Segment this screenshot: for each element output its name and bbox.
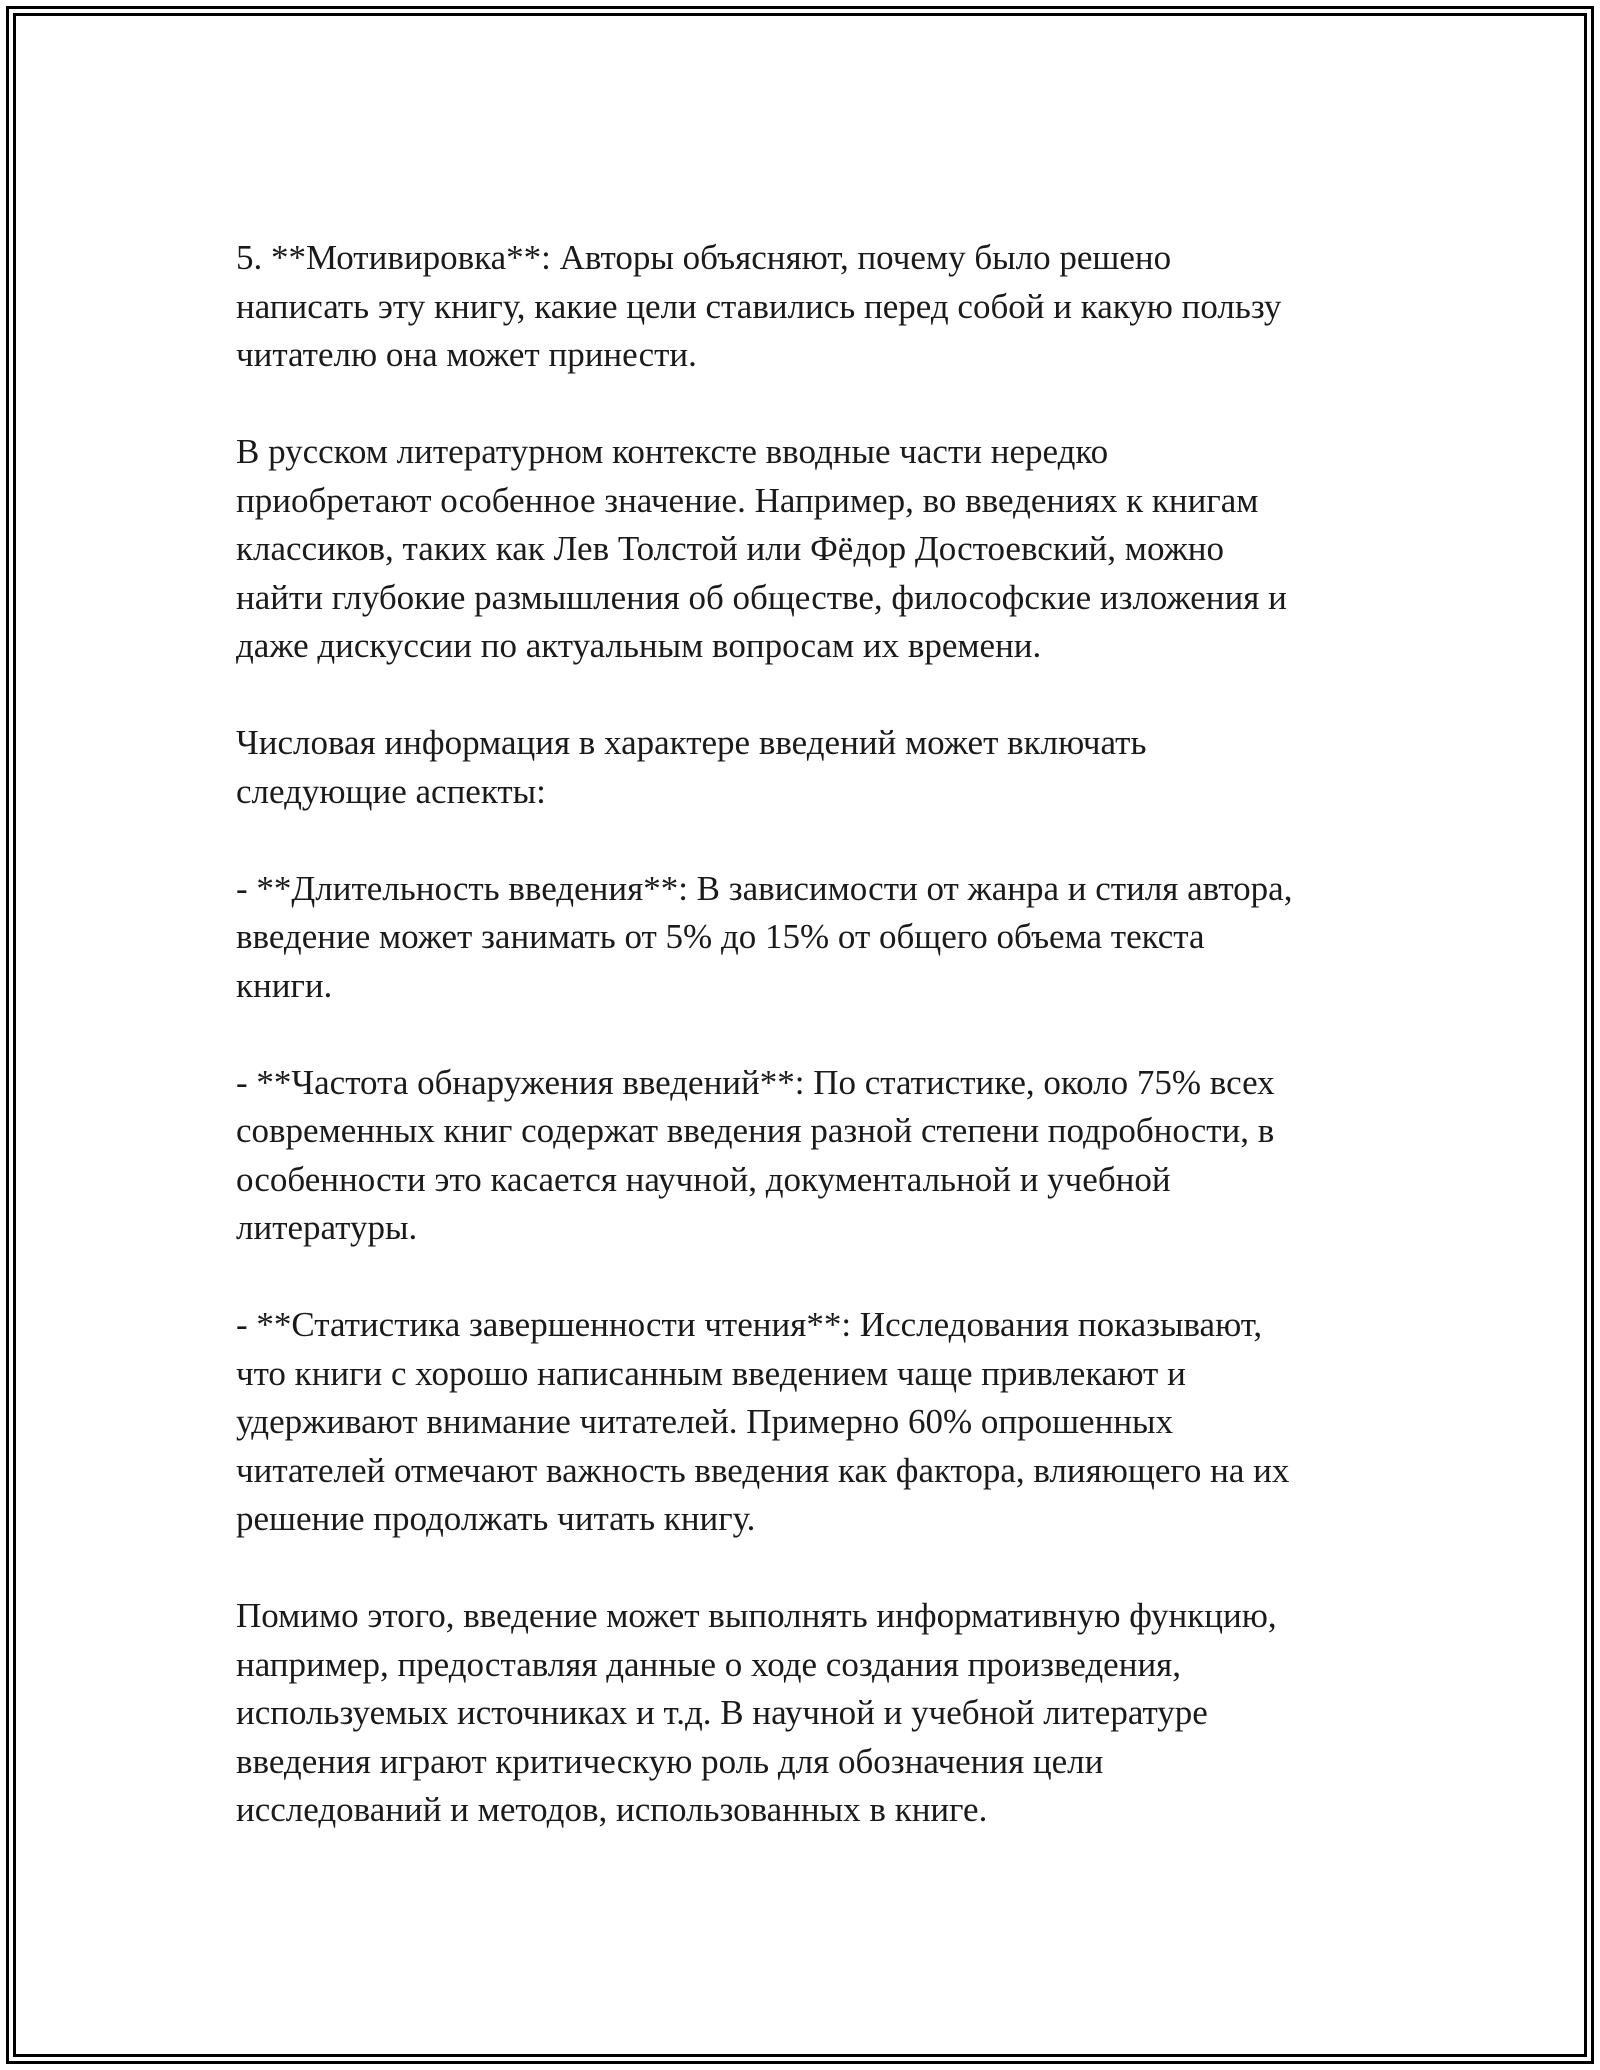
document-body	[236, 234, 1366, 1883]
paragraph-informative-function: Помимо этого, введение может выполнять информативную функцию, например, предоставляя данные о ходе создания произведения, используемых источниках и т.д. В научной и учебной литературе введения играют критическую роль для обозначения цели исследований и методов, использованных в книге.	[236, 1596, 1277, 1829]
list-item-intro-length: - **Длительность введения**: В зависимости от жанра и стиля автора, введение может занимать от 5% до 15% от общего объема текста книги.	[236, 868, 1293, 1005]
paragraph-russian-context: В русском литературном контексте вводные части нередко приобретают особенное значение. Например, во введениях к книгам классиков, таких как Лев Толстой или Фёдор Достоевский, можно найти глубокие размышления об обществе, философские изложения и даже дискуссии по актуальным вопросам их времени.	[236, 432, 1287, 665]
paragraph-motivation: 5. **Мотивировка**: Авторы объясняют, почему было решено написать эту книгу, какие цели ставились перед собой и какую пользу читателю она может принести.	[236, 238, 1282, 374]
paragraph-numeric-intro: Числовая информация в характере введений может включать следующие аспекты:	[236, 723, 1147, 811]
list-item-intro-frequency: - **Частота обнаружения введений**: По статистике, около 75% всех современных книг содержат введения разной степени подробности, в особенности это касается научной, документальной и учебной литературы.	[236, 1062, 1275, 1247]
list-item-reading-completion: - **Статистика завершенности чтения**: Исследования показывают, что книги с хорошо написанным введением чаще привлекают и удерживают внимание читателей. Примерно 60% опрошенных читателей отмечают важность введения как фактора, влияющего на их решение продолжать читать книгу.	[236, 1305, 1290, 1538]
